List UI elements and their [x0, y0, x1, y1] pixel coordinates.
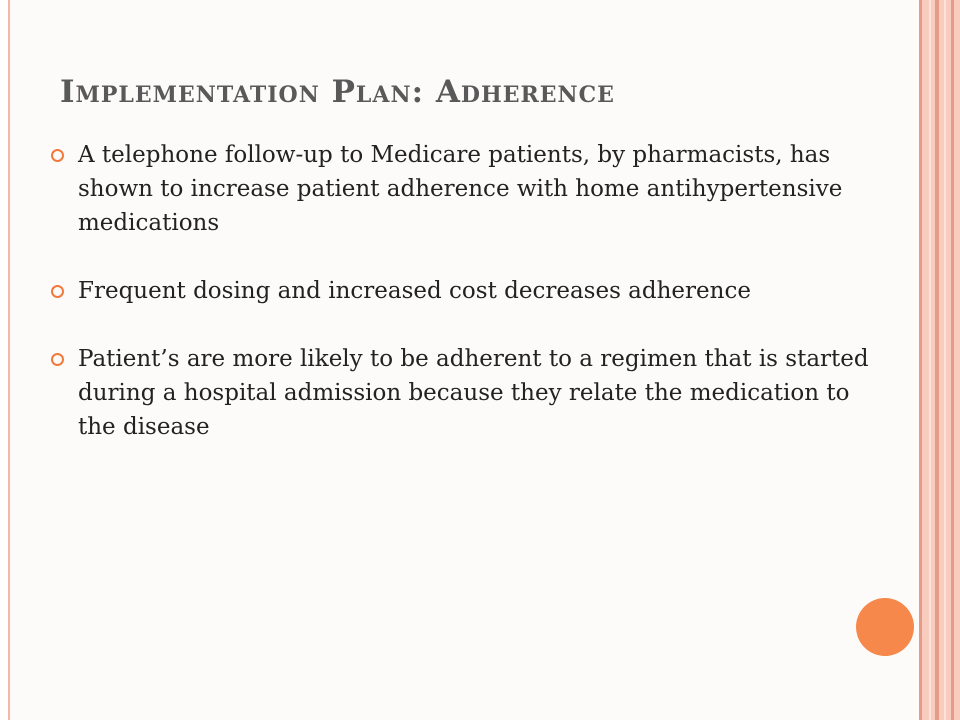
bullet-text: Patient’s are more likely to be adherent to a regimen that is started during a hospital admission because they relate the medication to the disease — [78, 346, 869, 440]
bullet-item — [48, 342, 878, 444]
bullet-list — [48, 138, 878, 478]
bullet-text: A telephone follow-up to Medicare patients, by pharmacists, has shown to increase patient adherence with home antihypertensive medications — [78, 142, 843, 236]
stripe — [929, 0, 931, 720]
bullet-text: Frequent dosing and increased cost decreases adherence — [78, 278, 751, 304]
stripe — [951, 0, 954, 720]
slide-title: Implementation Plan: Adherence — [60, 74, 615, 110]
bullet-circle-icon — [51, 285, 64, 298]
bullet-circle-icon — [51, 353, 64, 366]
stripe — [919, 0, 922, 720]
stripe — [935, 0, 939, 720]
bullet-circle-icon — [51, 149, 64, 162]
bullet-item — [48, 138, 878, 240]
stripe — [944, 0, 946, 720]
bullet-item — [48, 274, 878, 308]
decorative-circle — [856, 598, 914, 656]
